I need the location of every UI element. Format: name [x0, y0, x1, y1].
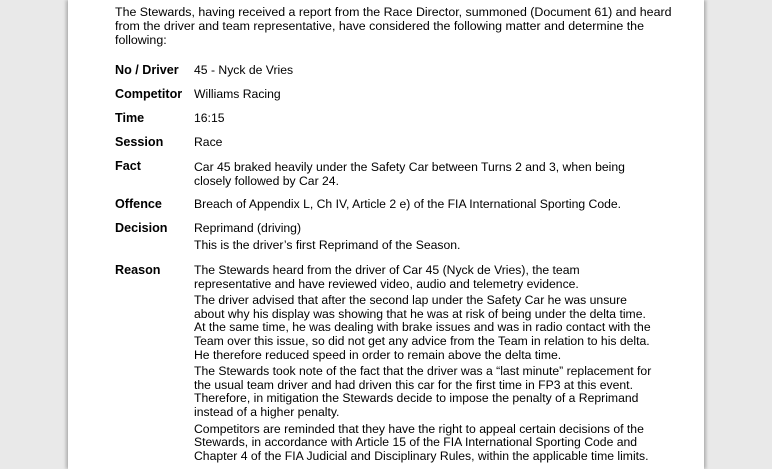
field-label-competitor: Competitor — [115, 87, 183, 101]
reason-paragraph: Competitors are reminded that they have the right to appeal certain decisions of the Stewards, in accordance with Article 15 of the FIA International Sporting Code and Chapter 4 of the FIA Judicial and Disciplinary Rules, within the applicable time limits. — [194, 421, 649, 463]
field-label-time: Time — [115, 111, 145, 125]
field-label-decision: Decision — [115, 221, 168, 235]
field-value-no-driver: 45 - Nyck de Vries — [194, 63, 294, 77]
reason-paragraph: The driver advised that after the second lap under the Safety Car he was unsure about why his display was showing that he was at risk of being under the delta time. At the same time, he was dealing with brake issues and was in radio contact with the Team over this issue, so did not get any advice from the Team in relation to his delta. He therefore reduced speed in order to remain above the delta time. — [194, 293, 651, 362]
field-label-reason: Reason — [115, 263, 161, 277]
viewer-background-right — [706, 0, 772, 469]
field-value-fact: Car 45 braked heavily under the Safety Car between Turns 2 and 3, when being closely followed by Car 24. — [194, 160, 625, 188]
field-value-offence: Breach of Appendix L, Ch IV, Article 2 e) of the FIA International Sporting Code. — [194, 197, 622, 211]
reason-paragraph: The Stewards took note of the fact that the driver was a “last minute” replacement for the usual team driver and had driven this car for the first time in FP3 at this event. Therefore, in mitigation the Stewards decide to impose the penalty of a Reprimand instead of a higher penalty. — [194, 364, 652, 419]
field-label-no-driver: No / Driver — [115, 63, 179, 77]
field-label-offence: Offence — [115, 197, 162, 211]
field-value-competitor: Williams Racing — [194, 87, 281, 101]
field-label-session: Session — [115, 135, 164, 149]
field-value-time: 16:15 — [194, 111, 225, 125]
field-value-session: Race — [194, 135, 223, 149]
intro-paragraph: The Stewards, having received a report from the Race Director, summoned (Document 61) and heard from the driver and team representative, have considered the following matter and determine the following: — [115, 5, 672, 47]
reason-paragraph: The Stewards heard from the driver of Car 45 (Nyck de Vries), the team representative and have reviewed video, audio and telemetry evidence. — [194, 263, 580, 291]
field-value-reason — [194, 264, 654, 466]
decision-line: This is the driver’s first Reprimand of the Season. — [194, 237, 461, 252]
field-value-decision — [194, 222, 654, 255]
field-label-fact: Fact — [115, 159, 141, 173]
document-page — [68, 0, 704, 469]
decision-line: Reprimand (driving) — [194, 221, 302, 235]
viewer-background-left — [0, 0, 66, 469]
